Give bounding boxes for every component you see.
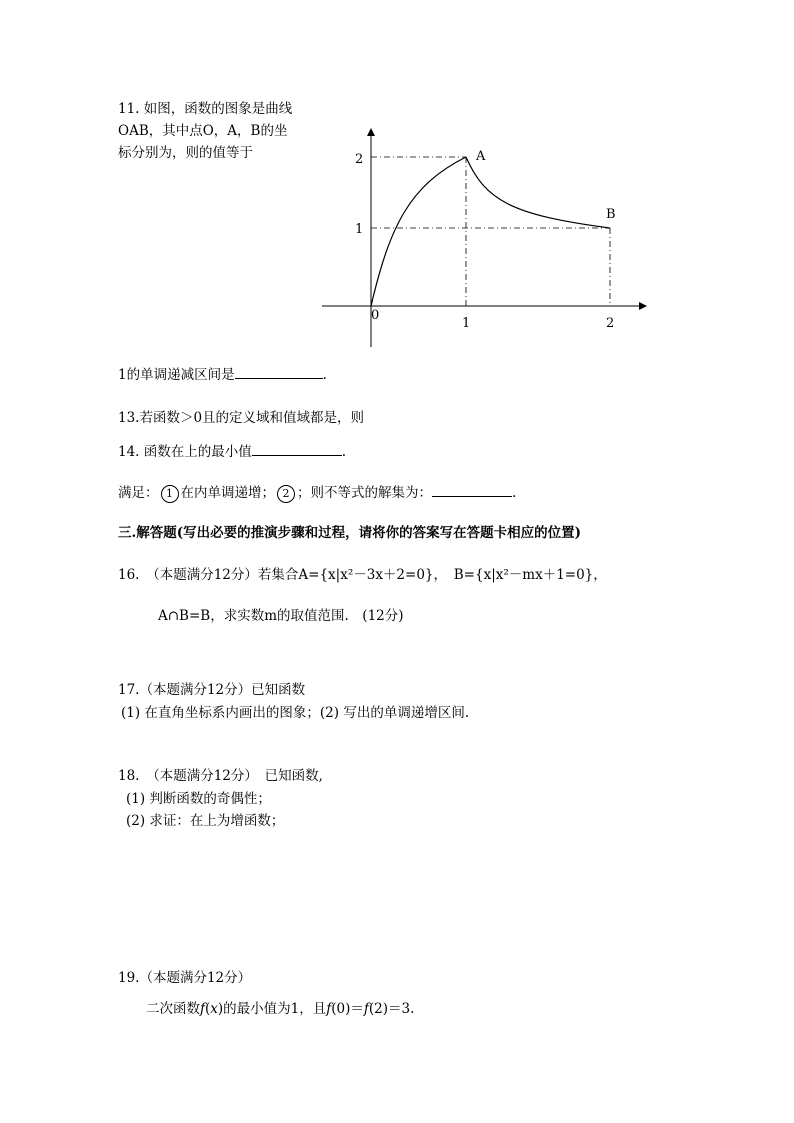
curve-ab	[466, 157, 610, 228]
question-11-text: 11. 如图，函数的图象是曲线OAB，其中点O，A，B的坐标分别为，则的值等于	[118, 101, 293, 161]
origin-label: 0	[371, 308, 380, 323]
y-tick-2: 2	[355, 152, 364, 167]
q19-text-e: (2)＝3.	[368, 1001, 415, 1017]
answer-blank-12[interactable]	[235, 364, 323, 379]
circled-number-1: 1	[161, 485, 179, 503]
question-12-text: 1的单调递减区间是	[118, 367, 235, 383]
q19-x: x	[210, 1001, 218, 1017]
question-16-line1: 16. （本题满分12分）若集合A={x|x²－3x＋2=0}， B={x|x²－mx＋1=0}，	[118, 567, 607, 583]
question-15-prefix: 满足：	[118, 485, 159, 501]
curve-oa	[371, 157, 466, 306]
point-a-label: A	[476, 149, 486, 164]
answer-blank-14[interactable]	[252, 441, 342, 456]
x-tick-2: 2	[606, 316, 615, 331]
q19-f: f	[363, 1001, 369, 1017]
function-graph	[0, 0, 794, 380]
question-14	[118, 441, 346, 462]
point-b-label: B	[606, 207, 616, 222]
q19-text-b: (	[205, 1001, 211, 1017]
question-14-end: .	[341, 444, 347, 460]
q19-text-d: (0)＝	[331, 1001, 364, 1017]
question-19-line1: 19.（本题满分12分）	[118, 970, 252, 986]
question-15-end: .	[512, 485, 517, 501]
question-12	[118, 364, 327, 385]
question-18-line3: (2) 求证：在上为增函数；	[126, 813, 285, 829]
question-15-suffix: ；则不等式的解集为：	[297, 485, 432, 501]
circled-number-2: 2	[277, 485, 295, 503]
question-12-end: .	[322, 367, 327, 383]
question-17-line1: 17.（本题满分12分）已知函数	[118, 682, 306, 698]
question-15-mid: 在内单调递增；	[180, 485, 275, 501]
question-13: 13.若函数＞0且的定义域和值域都是，则	[118, 410, 365, 426]
q19-f: f	[326, 1001, 332, 1017]
question-17-line2: (1) 在直角坐标系内画出的图象；(2) 写出的单调递增区间.	[121, 705, 470, 721]
section-3-title: 三.解答题(写出必要的推演步骤和过程，请将你的答案写在答题卡相应的位置)	[118, 525, 581, 541]
x-tick-1: 1	[462, 316, 471, 331]
question-15	[118, 482, 516, 503]
q19-f: f	[200, 1001, 205, 1017]
question-14-text: 14. 函数在上的最小值	[118, 444, 252, 460]
q19-text-a: 二次函数	[146, 1001, 200, 1017]
question-18-line1: 18. （本题满分12分） 已知函数,	[118, 768, 323, 784]
y-tick-1: 1	[355, 222, 364, 237]
question-18-line2: (1) 判断函数的奇偶性；	[126, 791, 271, 807]
q19-text-c: )的最小值为1，且	[217, 1001, 327, 1017]
answer-blank-15[interactable]	[432, 482, 512, 497]
question-16-line2: A∩B=B，求实数m的取值范围. (12分)	[158, 608, 404, 624]
question-19-line2	[146, 999, 414, 1019]
